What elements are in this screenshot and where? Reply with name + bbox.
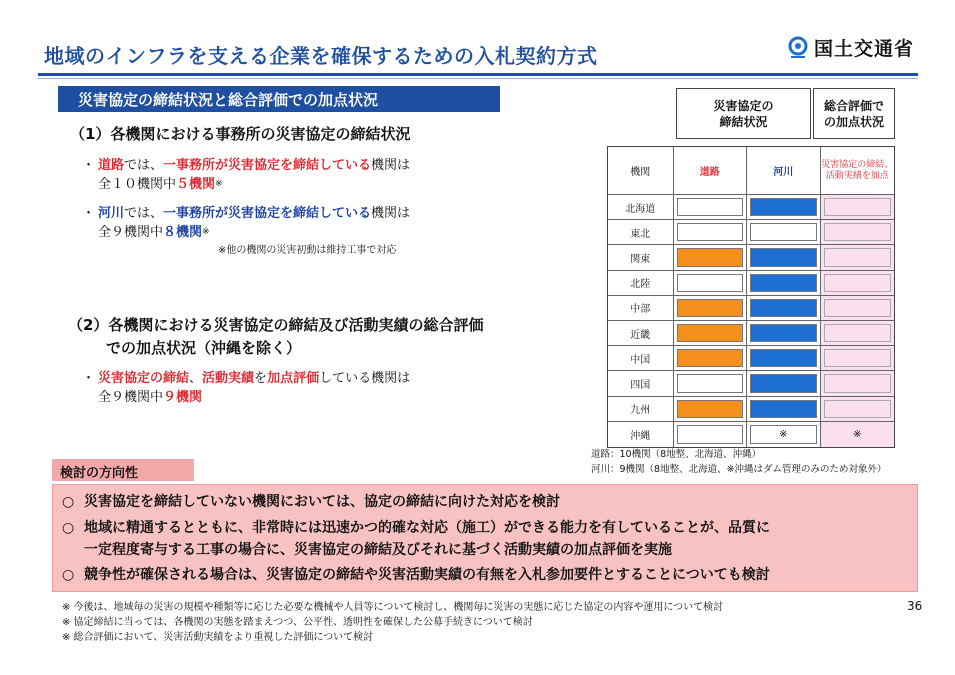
river-cell xyxy=(747,220,820,244)
table-note-road: 道路：10機関（8地整、北海道、沖縄） xyxy=(591,449,762,460)
bullet-dot: ・ xyxy=(82,158,96,173)
table-row xyxy=(608,371,894,396)
eval-sep-1: 、 xyxy=(189,371,203,386)
eval-cell xyxy=(821,422,894,447)
river-cell-fill xyxy=(750,349,816,367)
road-cell xyxy=(674,296,747,320)
river-cell xyxy=(747,422,820,447)
agency-name: 九州 xyxy=(608,397,674,421)
eval-cell-fill xyxy=(824,324,891,342)
road-lead: 道路 xyxy=(98,158,125,173)
group2-label: 総合評価で の加点状況 xyxy=(823,98,884,129)
river-cell-fill xyxy=(750,248,816,266)
eval-cell-fill xyxy=(824,299,891,317)
header-road: 道路 xyxy=(674,147,747,194)
road-highlight: 一事務所が災害協定を締結している xyxy=(163,158,372,173)
river-cell-fill xyxy=(750,299,816,317)
agency-name: 四国 xyxy=(608,371,674,395)
eval-cell-fill xyxy=(824,198,891,216)
road-count: ５機関 xyxy=(176,177,216,192)
agency-name: 近畿 xyxy=(608,321,674,345)
river-mark: ※ xyxy=(202,227,210,237)
river-cell xyxy=(747,397,820,421)
river-cell-fill xyxy=(750,274,816,292)
table-row xyxy=(608,296,894,321)
page-title: 地域のインフラを支える企業を確保するための入札契約方式 xyxy=(44,44,598,68)
footnote: ※ 総合評価において、災害活動実績をより重視した評価について検討 xyxy=(62,632,374,643)
road-cell xyxy=(674,195,747,219)
mlit-logo-icon xyxy=(788,36,808,60)
river-cell xyxy=(747,296,820,320)
direction-item-continued xyxy=(62,539,672,561)
agency-name: 中部 xyxy=(608,296,674,320)
agency-name: 中国 xyxy=(608,346,674,370)
river-cell-fill xyxy=(750,223,816,241)
road-mark: ※ xyxy=(215,179,223,189)
eval-cell-fill xyxy=(824,349,891,367)
eval-sep-2: を xyxy=(254,371,268,386)
road-cell xyxy=(674,271,747,295)
river-highlight: 一事務所が災害協定を締結している xyxy=(163,206,372,221)
footnote: ※ 協定締結に当っては、各機関の実態を踏まえつつ、公平性、透明性を確保した公募手続きについて検討 xyxy=(62,617,533,628)
river-count-pre: 全９機関中 xyxy=(98,225,164,240)
circle-bullet: ○ xyxy=(62,494,75,510)
river-cell-fill xyxy=(750,324,816,342)
status-table xyxy=(607,146,895,448)
logo-text: 国土交通省 xyxy=(814,38,915,60)
river-cell-fill xyxy=(750,374,816,392)
eval-cell xyxy=(821,271,894,295)
table-row xyxy=(608,195,894,220)
bullet-dot: ・ xyxy=(82,206,96,221)
road-cell-fill xyxy=(677,349,743,367)
eval-cell-fill xyxy=(824,400,891,418)
road-bullet xyxy=(82,156,410,194)
circle-bullet: ○ xyxy=(62,520,75,536)
river-mid: では、 xyxy=(124,206,164,221)
river-lead: 河川 xyxy=(98,206,125,221)
road-cell-fill xyxy=(677,248,743,266)
table-row xyxy=(608,321,894,346)
eval-count: ９機関 xyxy=(163,390,203,405)
bullet-dot: ・ xyxy=(82,371,96,386)
direction-text: 競争性が確保される場合は、災害協定の締結や災害活動実績の有無を入札参加要件とすることについても検討 xyxy=(84,567,770,583)
eval-cell-fill xyxy=(824,374,891,392)
header-river: 河川 xyxy=(747,147,820,194)
footnote: ※ 今後は、地域毎の災害の規模や種類等に応じた必要な機械や人員等について検討し、機関毎に災害の実態に応じた協定の内容や運用について検討 xyxy=(62,602,724,613)
eval-term-2: 活動実績 xyxy=(202,371,255,386)
road-cell-fill xyxy=(677,198,743,216)
road-cell-fill xyxy=(677,400,743,418)
title-rule xyxy=(38,73,918,76)
river-cell-fill xyxy=(750,198,816,216)
river-cell xyxy=(747,195,820,219)
road-mid: では、 xyxy=(124,158,164,173)
table-header-row xyxy=(608,147,894,195)
direction-text: 災害協定を締結していない機関においては、協定の締結に向けた対応を検討 xyxy=(84,494,560,510)
eval-term-3: 加点評価 xyxy=(267,371,320,386)
road-cell-fill xyxy=(677,374,743,392)
eval-term-1: 災害協定の締結 xyxy=(98,371,190,386)
group1-label: 災害協定の 締結状況 xyxy=(713,98,774,129)
header-agency: 機関 xyxy=(608,147,674,194)
section-heading: 災害協定の締結状況と総合評価での加点状況 xyxy=(58,86,500,112)
agency-name: 北海道 xyxy=(608,195,674,219)
road-cell-fill xyxy=(677,324,743,342)
eval-cell xyxy=(821,346,894,370)
part2-heading xyxy=(68,314,483,360)
eval-cell xyxy=(821,245,894,269)
eval-cell xyxy=(821,195,894,219)
table-row xyxy=(608,220,894,245)
river-cell xyxy=(747,245,820,269)
eval-cell-fill xyxy=(824,248,891,266)
direction-item xyxy=(62,517,770,539)
river-cell xyxy=(747,271,820,295)
road-cell xyxy=(674,220,747,244)
direction-item xyxy=(62,564,770,586)
table-row xyxy=(608,346,894,371)
river-count: ８機関 xyxy=(163,225,203,240)
eval-cell xyxy=(821,296,894,320)
eval-cell-fill xyxy=(824,223,891,241)
road-cell xyxy=(674,422,747,447)
table-row xyxy=(608,422,894,447)
table-group-header-eval xyxy=(813,88,895,139)
eval-count-pre: 全９機関中 xyxy=(98,390,164,405)
agency-name: 東北 xyxy=(608,220,674,244)
eval-cell-mark: ※ xyxy=(853,428,862,440)
road-cell xyxy=(674,371,747,395)
eval-cell xyxy=(821,321,894,345)
river-tail: 機関は xyxy=(371,206,411,221)
part2-heading-line2: での加点状況（沖縄を除く） xyxy=(106,339,302,357)
agency-name: 沖縄 xyxy=(608,422,674,447)
river-cell xyxy=(747,321,820,345)
river-cell xyxy=(747,346,820,370)
table-group-header-agreement xyxy=(676,88,811,139)
road-count-pre: 全１０機関中 xyxy=(98,177,177,192)
road-cell xyxy=(674,245,747,269)
agency-name: 関東 xyxy=(608,245,674,269)
title-rule-thin xyxy=(38,78,918,79)
road-cell-fill xyxy=(677,223,743,241)
circle-bullet: ○ xyxy=(62,567,75,583)
road-tail: 機関は xyxy=(371,158,411,173)
eval-cell xyxy=(821,220,894,244)
road-cell xyxy=(674,321,747,345)
mlit-logo xyxy=(788,34,914,61)
road-cell-fill xyxy=(677,299,743,317)
road-cell-fill xyxy=(677,274,743,292)
road-cell xyxy=(674,346,747,370)
header-eval: 災害協定の締結、活動実績を加点 xyxy=(821,159,894,181)
table-row xyxy=(608,397,894,422)
table-row xyxy=(608,271,894,296)
eval-cell-fill xyxy=(824,274,891,292)
direction-item xyxy=(62,491,560,513)
direction-text: 地域に精通するとともに、非常時には迅速かつ的確な対応（施工）ができる能力を有していることが、品質に xyxy=(84,520,770,536)
agency-name: 北陸 xyxy=(608,271,674,295)
table-body xyxy=(608,195,894,447)
page-number: 36 xyxy=(907,599,923,613)
road-cell xyxy=(674,397,747,421)
eval-bullet xyxy=(82,369,410,407)
river-cell-mark: ※ xyxy=(779,428,788,440)
eval-cell xyxy=(821,371,894,395)
road-cell-fill xyxy=(677,425,743,444)
part1-note: ※他の機関の災害初動は維持工事で対応 xyxy=(218,245,397,256)
direction-text: 一定程度寄与する工事の場合に、災害協定の締結及びそれに基づく活動実績の加点評価を実施 xyxy=(84,542,672,558)
part1-heading: （1）各機関における事務所の災害協定の締結状況 xyxy=(70,125,411,143)
river-bullet xyxy=(82,204,410,242)
part2-heading-line1: （2）各機関における災害協定の締結及び活動実績の総合評価 xyxy=(68,316,484,334)
eval-cell xyxy=(821,397,894,421)
table-row xyxy=(608,245,894,270)
table-note-river: 河川：9機関（8地整、北海道、※沖縄はダム管理のみのため対象外） xyxy=(591,464,887,475)
direction-label: 検討の方向性 xyxy=(52,459,194,481)
eval-tail: している機関は xyxy=(319,371,411,386)
river-cell-fill xyxy=(750,400,816,418)
river-cell xyxy=(747,371,820,395)
